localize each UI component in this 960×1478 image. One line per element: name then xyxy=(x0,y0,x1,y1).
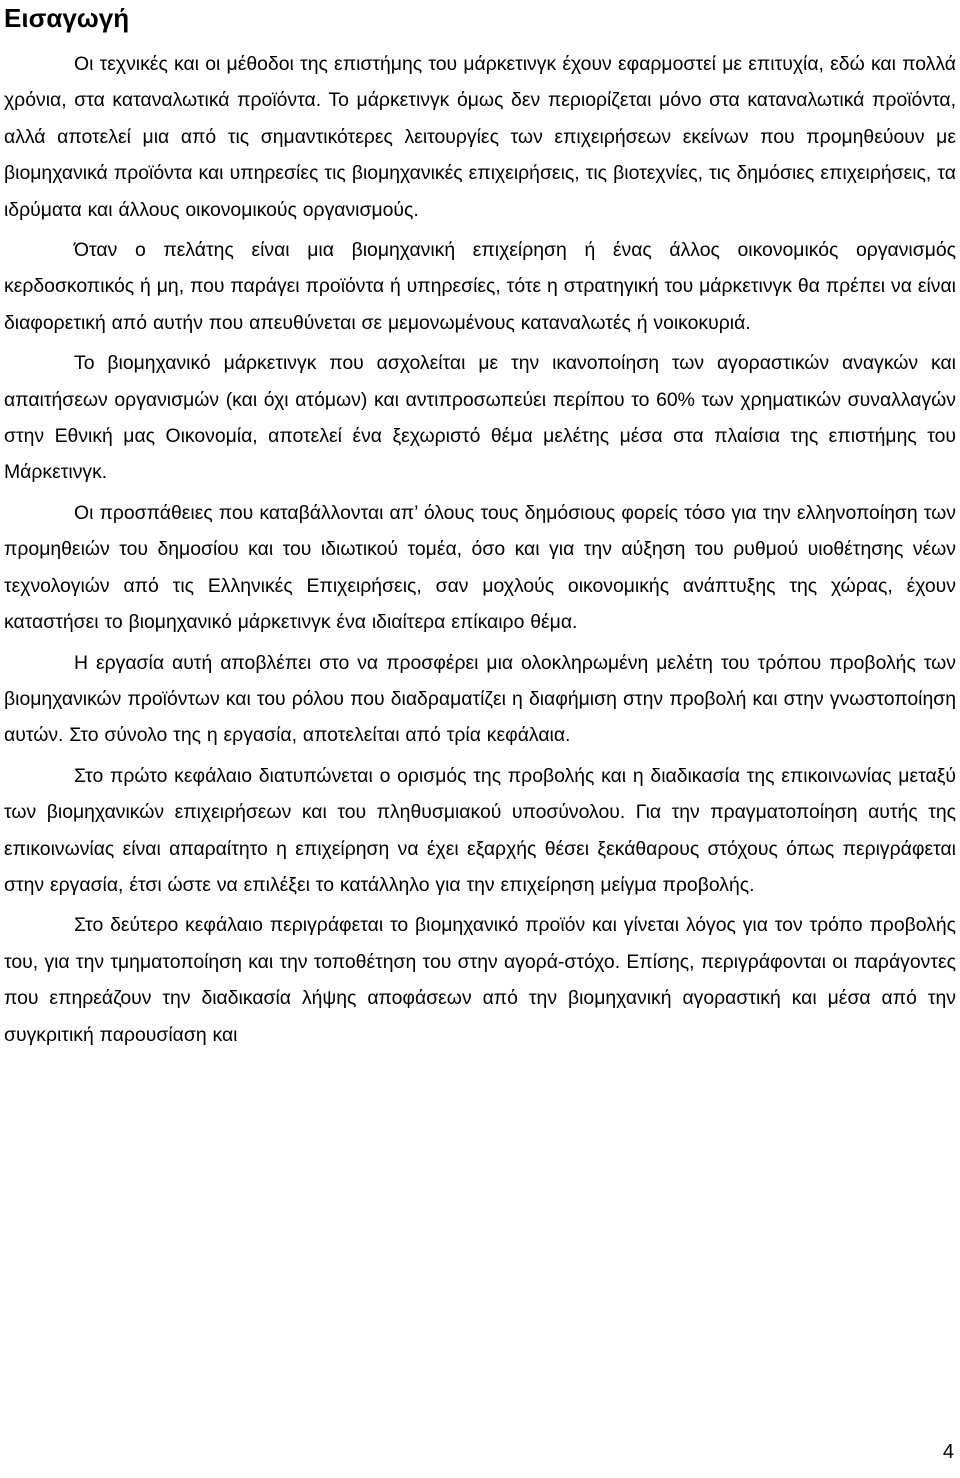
paragraph-7: Στο δεύτερο κεφάλαιο περιγράφεται το βιομηχανικό προϊόν και γίνεται λόγος για τον τρόπο προβολής του, για την τμηματοποίηση και την τοποθέτηση του στην αγορά-στόχο. Επίσης, περιγράφονται οι παράγοντες που επηρεάζουν την διαδικασία λήψης αποφάσεων από την βιομηχανική αγοραστική και μέσα από την συγκριτική παρουσίαση και xyxy=(4,914,956,1046)
paragraph-5: Η εργασία αυτή αποβλέπει στο να προσφέρει μια ολοκληρωμένη μελέτη του τρόπου προβολής των βιομηχανικών προϊόντων και του ρόλου που διαδραματίζει η διαφήμιση στην προβολή και στην γνωστοποίηση αυτών. Στο σύνολο της η εργασία, αποτελείται από τρία κεφάλαια. xyxy=(4,651,956,747)
paragraph-6: Στο πρώτο κεφάλαιο διατυπώνεται ο ορισμός της προβολής και η διαδικασία της επικοινωνίας μεταξύ των βιομηχανικών επιχειρήσεων και του πληθυσμιακού υποσύνολου. Για την πραγματοποίηση αυτής της επικοινωνίας είναι απαραίτητο η επιχείρηση να έχει εξαρχής θέσει ξεκάθαρους στόχους όπως περιγράφεται στην εργασία, έτσι ώστε να επιλέξει το κατάλληλο για την επιχείρηση μείγμα προβολής. xyxy=(4,764,956,896)
paragraph-1: Οι τεχνικές και οι μέθοδοι της επιστήμης του μάρκετινγκ έχουν εφαρμοστεί με επιτυχία, εδώ και πολλά χρόνια, στα καταναλωτικά προϊόντα. Το μάρκετινγκ όμως δεν περιορίζεται μόνο στα καταναλωτικά προϊόντα, αλλά αποτελεί μια από τις σημαντικότερες λειτουργίες των επιχειρήσεων εκείνων που προμηθεύουν με βιομηχανικά προϊόντα και υπηρεσίες τις βιομηχανικές επιχειρήσεις, τις βιοτεχνίες, τις δημόσιες επιχειρήσεις, τα ιδρύματα και άλλους οικονομικούς οργανισμούς. xyxy=(4,53,956,221)
page-number: 4 xyxy=(942,1441,954,1463)
paragraph-3: Το βιομηχανικό μάρκετινγκ που ασχολείται με την ικανοποίηση των αγοραστικών αναγκών και απαιτήσεων οργανισμών (και όχι ατόμων) και αντιπροσωπεύει περίπου το 60% των χρηματικών συναλλαγών στην Εθνική μας Οικονομία, αποτελεί ένα ξεχωριστό θέμα μελέτης μέσα στα πλαίσια της επιστήμης του Μάρκετινγκ. xyxy=(4,352,956,484)
section-heading: Εισαγωγή xyxy=(4,3,130,33)
document-page xyxy=(4,0,956,1057)
paragraph-4: Οι προσπάθειες που καταβάλλονται απ’ όλους τους δημόσιους φορείς τόσο για την ελληνοποίηση των προμηθειών του δημοσίου και του ιδιωτικού τομέα, όσο και για την αύξηση του ρυθμού υιοθέτησης νέων τεχνολογιών από τις Ελληνικές Επιχειρήσεις, σαν μοχλούς οικονομικής ανάπτυξης της χώρας, έχουν καταστήσει το βιομηχανικό μάρκετινγκ ένα ιδιαίτερα επίκαιρο θέμα. xyxy=(4,501,956,634)
paragraph-2: Όταν ο πελάτης είναι μια βιομηχανική επιχείρηση ή ένας άλλος οικονομικός οργανισμός κερδοσκοπικός ή μη, που παράγει προϊόντα ή υπηρεσίες, τότε η στρατηγική του μάρκετινγκ θα πρέπει να είναι διαφορετική από αυτήν που απευθύνεται σε μεμονωμένους καταναλωτές ή νοικοκυριά. xyxy=(4,239,956,334)
